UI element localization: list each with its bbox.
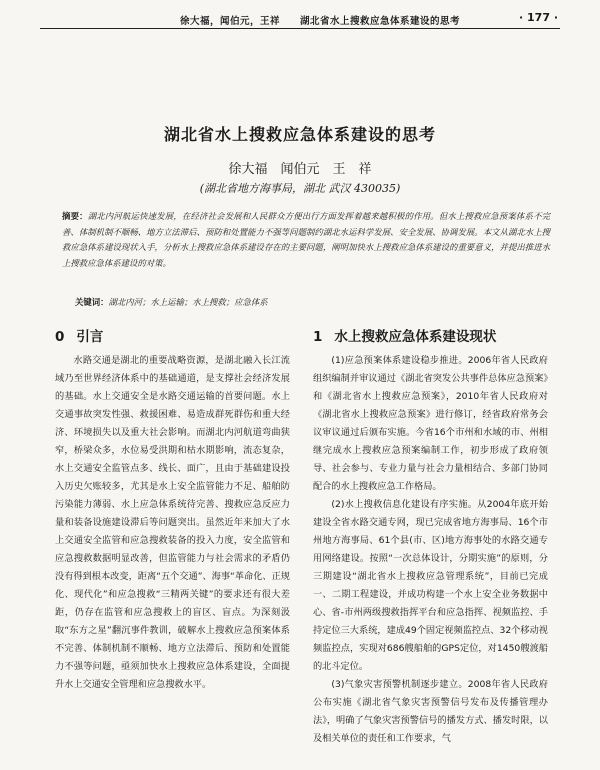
abstract	[62, 209, 550, 271]
right-column	[313, 352, 548, 748]
section-number: 0	[55, 329, 65, 345]
paragraph: (3)气象灾害预警机制逐步建立。2008年省人民政府公布实施《湖北省气象灾害预警信号发布及传播管理办法》，明确了气象灾害预警信号的播发方式、播发时限，以及相关单位的责任和工作要求，气	[313, 679, 548, 744]
section-1-heading	[313, 325, 496, 345]
abstract-text: 湖北内河航运快速发展，在经济社会发展和人民群众方便出行方面发挥着越来越积极的作用。但水上搜救应急预案体系不完善、体制机制不顺畅、地方立法滞后、预防和处置能力不强等问题制约湖北水运科学发展、安全发展、协调发展。本文从湖北水上搜救应急体系建设现状入手，分析水上搜救应急体系建设存在的主要问题，阐明加快水上搜救应急体系建设的重要意义，并提出推进水上搜救应急体系建设的对策。	[62, 211, 551, 268]
paper-title: 湖北省水上搜救应急体系建设的思考	[163, 125, 436, 144]
running-head	[40, 10, 560, 29]
paragraph: (1)应急预案体系建设稳步推进。2006年省人民政府组织编制并审议通过《湖北省突发公共事件总体应急预案》和《湖北省水上搜救应急预案》，2010年省人民政府对《湖北省水上搜救应急预案》进行修订，经省政府常务会议审议通过后颁布实施。今省16个市州和水域的市、州相继完成水上搜救应急预案编制工作，初步形成了政府领导、社会参与、专业力量与社会力量相结合、多部门协同配合的水上搜救应急工作格局。	[313, 355, 548, 492]
keywords-label: 关键词：	[75, 297, 109, 307]
affiliation: (湖北省地方海事局，湖北 武汉 430035)	[199, 182, 401, 195]
page-number: · 177 ·	[519, 11, 558, 24]
section-title: 引言	[76, 329, 104, 345]
paragraph: 水路交通是湖北的重要战略资源，是湖北融入长江流域乃至世界经济体系中的基础通道，是支撑社会经济发展的基础。水上交通安全是水路交通运输的首要问题。水上交通事故突发性强、救援困难、易造成群死群伤和重大经济、环境损失以及重大社会影响。而湖北内河航道弯曲狭窄，桥梁众多，水位易受洪期和枯水期影响，流态复杂，水上交通安全监管点多、线长、面广，且由于基础建设投入历史欠账较多，尤其是水上安全监管能力不足、船舶防污染能力薄弱、水上应急体系统待完善、搜救应急反应力量和装备设施建设滞后等问题突出。虽然近年来加大了水上交通安全监管和应急搜救装备的投入力度，安全监管和应急搜救数据明显改善，但监管能力与社会需求的矛盾仍没有得到根本改变，距离“五个交通”、海事“革命化、正规化、现代化”和应急搜救“三精两关键”的要求还有很大差距，仍存在监管和应急搜救上的盲区、盲点。为深刻汲取“东方之星”翻沉事件教训，破解水上搜救应急预案体系不完善、体制机制不顺畅、地方立法滞后、预防和处置能力不强等问题，亟须加快水上搜救应急体系建设，全面提升水上交通安全管理和应急搜救水平。	[55, 355, 290, 690]
section-number: 1	[313, 329, 323, 345]
left-column	[55, 352, 290, 694]
section-title: 水上搜救应急体系建设现状	[334, 329, 497, 345]
running-head-title: 徐大福，闻伯元，王祥 湖北省水上搜救应急体系建设的思考	[180, 16, 461, 27]
keywords-text: 湖北内河；水上运输；水上搜救；应急体系	[108, 297, 268, 307]
section-0-heading	[55, 325, 103, 345]
abstract-label: 摘要：	[62, 211, 88, 221]
keywords	[75, 296, 550, 308]
paragraph: (2)水上搜救信息化建设有序实施。从2004年底开始建设全省水路交通专网，现已完成省地方海事局、16个市州地方海事局、61个县(市、区)地方海事处的水路交通专用网络建设。按照“一次总体设计，分期实施”的原则，分三期建设“湖北省水上搜救应急管理系统”，目前已完成一、二期工程建设，并成功构建一个水上安全业务数据中心、省-市州两级搜救指挥平台和应急指挥、视频监控、手持定位三大系统，建成49个固定视频监控点、32个移动视频监控点，实现对686艘船舶的GPS定位，对1450艘渡船的北斗定位。	[313, 499, 548, 672]
authors: 徐大福 闻伯元 王 祥	[228, 162, 372, 177]
